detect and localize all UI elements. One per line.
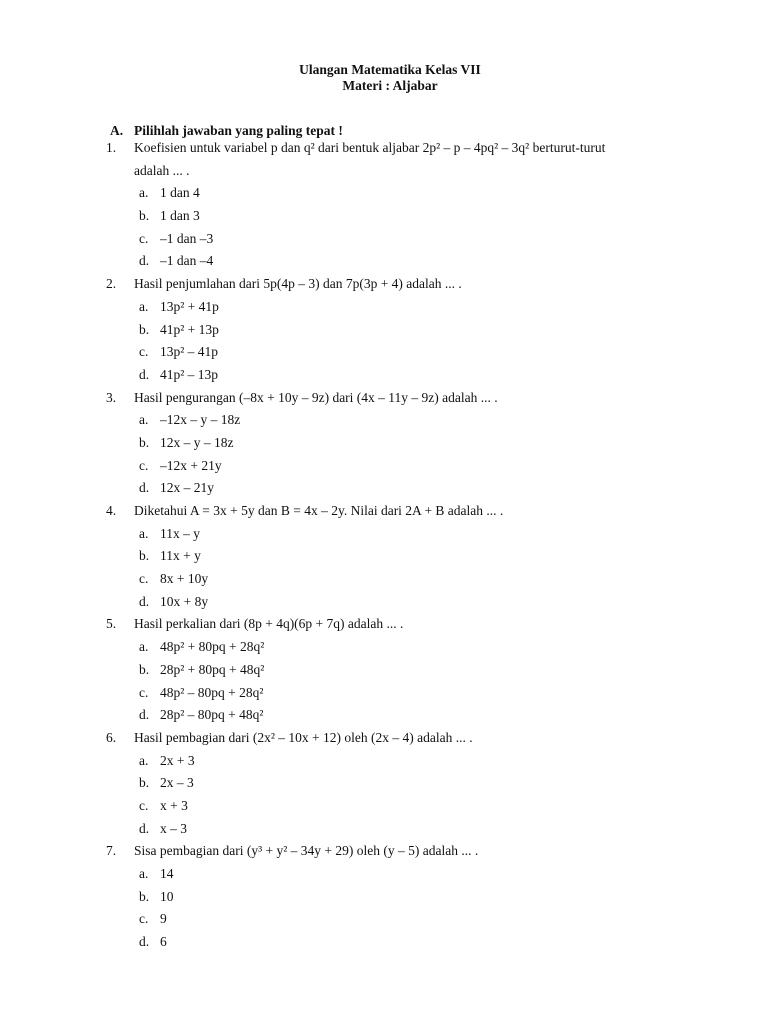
question-number: 5.	[106, 616, 117, 632]
answer-option	[106, 228, 666, 251]
option-letter: b.	[139, 661, 150, 677]
option-text: 9	[160, 911, 167, 927]
question-item	[106, 500, 666, 613]
option-letter: d.	[139, 707, 150, 723]
option-letter: c.	[139, 911, 149, 927]
option-letter: b.	[139, 888, 150, 904]
answer-option	[106, 205, 666, 228]
section-letter: A.	[110, 123, 124, 138]
option-letter: a.	[139, 639, 149, 655]
answer-option	[106, 704, 666, 727]
question-number: 1.	[106, 140, 117, 155]
option-letter: b.	[139, 321, 150, 337]
question-item	[106, 727, 666, 840]
option-letter: d.	[139, 934, 150, 950]
answer-option	[106, 636, 666, 659]
answer-option	[106, 659, 666, 682]
option-text: 1 dan 4	[160, 185, 200, 201]
question-number: 4.	[106, 503, 117, 518]
option-letter: c.	[139, 797, 149, 813]
answer-option	[106, 182, 666, 205]
option-text: 41p² + 13p	[160, 321, 219, 337]
question-list	[106, 137, 666, 954]
option-letter: a.	[139, 412, 149, 428]
question-text: Hasil perkalian dari (8p + 4q)(6p + 7q) adalah ... .	[134, 616, 404, 632]
option-text: 12x – y – 18z	[160, 434, 234, 450]
answer-option	[106, 750, 666, 773]
answer-option	[106, 523, 666, 546]
question-item	[106, 840, 666, 953]
option-text: 12x – 21y	[160, 480, 214, 496]
option-letter: c.	[139, 230, 149, 246]
option-text: 28p² + 80pq + 48q²	[160, 661, 265, 677]
answer-option	[106, 682, 666, 705]
option-letter: a.	[139, 866, 149, 881]
answer-option	[106, 591, 666, 614]
answer-option	[106, 319, 666, 342]
question-stem	[106, 613, 666, 636]
question-number: 2.	[106, 276, 117, 292]
answer-option	[106, 545, 666, 568]
option-letter: c.	[139, 344, 149, 360]
option-text: 41p² – 13p	[160, 366, 219, 382]
option-letter: d.	[139, 480, 150, 496]
option-text: 14	[160, 866, 174, 881]
question-item	[106, 137, 666, 273]
question-item	[106, 387, 666, 500]
document-title: Ulangan Matematika Kelas VII	[299, 62, 481, 77]
option-letter: d.	[139, 820, 150, 836]
question-item	[106, 273, 666, 386]
option-letter: b.	[139, 548, 150, 564]
option-letter: a.	[139, 525, 149, 541]
option-letter: c.	[139, 571, 149, 587]
question-stem	[106, 137, 666, 160]
option-text: –1 dan –4	[160, 253, 214, 269]
question-text: Hasil penjumlahan dari 5p(4p – 3) dan 7p(3p + 4) adalah ... .	[134, 276, 462, 292]
option-text: 48p² + 80pq + 28q²	[160, 639, 265, 655]
answer-option	[106, 931, 666, 954]
question-number: 7.	[106, 843, 117, 859]
question-number: 3.	[106, 389, 117, 405]
option-letter: a.	[139, 752, 149, 768]
question-text: Koefisien untuk variabel p dan q² dari bentuk aljabar 2p² – p – 4pq² – 3q² berturut-turut	[134, 140, 606, 155]
option-text: 11x + y	[160, 548, 201, 564]
option-letter: a.	[139, 185, 149, 201]
answer-option	[106, 772, 666, 795]
option-text: 6	[160, 934, 167, 950]
document-header	[0, 62, 768, 94]
option-text: 1 dan 3	[160, 208, 200, 224]
option-letter: b.	[139, 434, 150, 450]
option-letter: d.	[139, 366, 150, 382]
question-text-continuation: adalah ... .	[134, 162, 190, 178]
question-stem	[106, 387, 666, 410]
answer-option	[106, 818, 666, 841]
answer-option	[106, 477, 666, 500]
document-subtitle: Materi : Aljabar	[342, 78, 438, 93]
question-item	[106, 613, 666, 726]
option-text: 2x + 3	[160, 752, 195, 768]
option-text: 2x – 3	[160, 775, 194, 791]
question-text: Hasil pengurangan (–8x + 10y – 9z) dari (4x – 11y – 9z) adalah ... .	[134, 389, 498, 405]
option-text: 13p² + 41p	[160, 298, 219, 314]
option-letter: c.	[139, 457, 149, 473]
option-text: 10	[160, 888, 174, 904]
answer-option	[106, 341, 666, 364]
question-stem	[106, 500, 666, 523]
option-text: 28p² – 80pq + 48q²	[160, 707, 264, 723]
question-stem	[106, 727, 666, 750]
option-text: 48p² – 80pq + 28q²	[160, 684, 264, 700]
answer-option	[106, 432, 666, 455]
answer-option	[106, 908, 666, 931]
option-text: 13p² – 41p	[160, 344, 219, 360]
answer-option	[106, 795, 666, 818]
answer-option	[106, 455, 666, 478]
option-letter: b.	[139, 208, 150, 224]
question-stem	[106, 840, 666, 863]
answer-option	[106, 568, 666, 591]
option-text: x + 3	[160, 797, 188, 813]
option-text: –12x + 21y	[160, 457, 222, 473]
option-text: x – 3	[160, 820, 187, 836]
question-text: Hasil pembagian dari (2x² – 10x + 12) oleh (2x – 4) adalah ... .	[134, 729, 473, 745]
option-letter: a.	[139, 298, 149, 314]
section-instruction: Pilihlah jawaban yang paling tepat !	[134, 123, 343, 138]
option-letter: d.	[139, 593, 150, 609]
option-text: 11x – y	[160, 525, 200, 541]
option-letter: c.	[139, 684, 149, 700]
option-text: 10x + 8y	[160, 593, 209, 609]
option-text: –1 dan –3	[160, 230, 214, 246]
question-text: Diketahui A = 3x + 5y dan B = 4x – 2y. Nilai dari 2A + B adalah ... .	[134, 503, 504, 518]
answer-option	[106, 364, 666, 387]
option-letter: d.	[139, 253, 150, 269]
question-stem	[106, 273, 666, 296]
answer-option	[106, 250, 666, 273]
answer-option	[106, 863, 666, 886]
option-letter: b.	[139, 775, 150, 791]
option-text: 8x + 10y	[160, 571, 209, 587]
answer-option	[106, 296, 666, 319]
option-text: –12x – y – 18z	[160, 412, 241, 428]
question-text: Sisa pembagian dari (y³ + y² – 34y + 29) oleh (y – 5) adalah ... .	[134, 843, 479, 859]
answer-option	[106, 886, 666, 909]
answer-option	[106, 409, 666, 432]
question-number: 6.	[106, 729, 117, 745]
